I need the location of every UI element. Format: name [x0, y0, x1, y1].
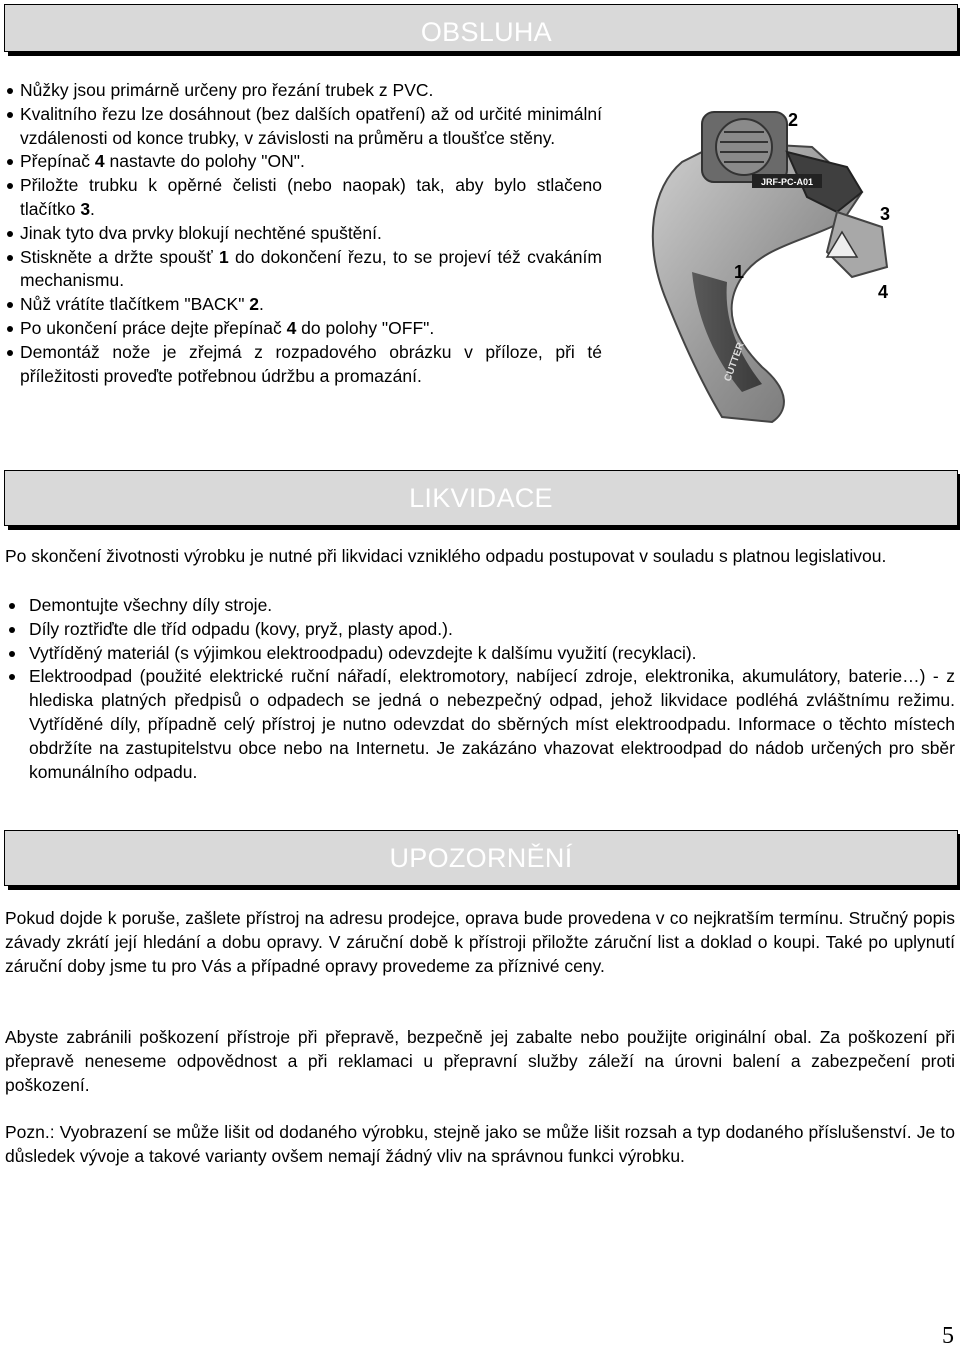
- list-item: Demontáž nože je zřejmá z rozpadového obrázku v příloze, při té příležitosti proveďte potřebnou údržbu a promazání.: [4, 341, 602, 389]
- list-item: Díly roztřiďte dle tříd odpadu (kovy, pryž, plasty apod.).: [5, 618, 955, 642]
- callout-1: 1: [734, 262, 745, 282]
- page-number: 5: [942, 1323, 954, 1349]
- list-item: Po ukončení práce dejte přepínač 4 do polohy "OFF".: [4, 317, 602, 341]
- section-title-likvidace: LIKVIDACE: [409, 483, 553, 513]
- brand-text: CUTTER: [722, 341, 747, 384]
- section-banner-likvidace: [4, 470, 958, 526]
- section-title-obsluha: OBSLUHA: [420, 17, 552, 47]
- list-item: Stiskněte a držte spoušť 1 do dokončení řezu, to se projeví též cvakáním mechanismu.: [4, 246, 602, 294]
- list-item: Demontujte všechny díly stroje.: [5, 594, 955, 618]
- section-title-upozorneni: UPOZORNĚNÍ: [389, 843, 573, 873]
- list-item: Jinak tyto dva prvky blokují nechtěné spuštění.: [4, 222, 602, 246]
- callout-2: 2: [788, 110, 799, 130]
- section-banner-obsluha: [4, 4, 958, 52]
- warning-paragraph-2: Abyste zabránili poškození přístroje při přepravě, bezpečně jej zabalte nebo použijte originální obal. Za poškození při přepravě neneseme odpovědnost a při reklamaci u přepravní služby záleží na úrovni balení a zabezpečení proti poškození.: [5, 1027, 955, 1095]
- list-item: Nůž vrátíte tlačítkem "BACK" 2.: [4, 293, 602, 317]
- warning-paragraph-3: Pozn.: Vyobrazení se může lišit od dodaného výrobku, stejně jako se může lišit rozsah a typ dodaného příslušenství. Je to důsledek vývoje a takové varianty ovšem nemají žádný vliv na správnou funkci výrobku.: [5, 1122, 955, 1166]
- disposal-list: [5, 594, 955, 784]
- disposal-intro: Po skončení životnosti výrobku je nutné při likvidaci vzniklého odpadu postupovat v souladu s platnou legislativou.: [5, 546, 887, 566]
- model-label: JRF-PC-A01: [760, 177, 814, 187]
- callout-3: 3: [880, 204, 891, 224]
- warning-paragraph-1: Pokud dojde k poruše, zašlete přístroj na adresu prodejce, oprava bude provedena v co nejkratším termínu. Stručný popis závady zkrátí její hledání a dobu opravy. V záruční době k přístroji přiložte záruční list a doklad o koupi. Také po uplynutí záruční doby jsme tu pro Vás a případné opravy provedeme za příznivé ceny.: [5, 908, 955, 976]
- section-banner-upozorneni: [4, 830, 958, 886]
- list-item: Nůžky jsou primárně určeny pro řezání trubek z PVC.: [4, 79, 602, 103]
- list-item: Kvalitního řezu lze dosáhnout (bez dalších opatření) až od určité minimální vzdálenosti od konce trubky, v závislosti na průměru a tloušťce stěny.: [4, 103, 602, 151]
- operation-list: [4, 79, 602, 388]
- callout-4: 4: [878, 282, 889, 302]
- list-item: Přepínač 4 nastavte do polohy "ON".: [4, 150, 602, 174]
- list-item: Elektroodpad (použité elektrické ruční nářadí, elektromotory, nabíjecí zdroje, elektronika, akumulátory, baterie…) - z hlediska platných předpisů o odpadech se jedná o nebezpečný odpad, jehož likvidace podléhá zvláštnímu režimu. Vytříděné díly, případně celý přístroj je nutno odevzdat do sběrných míst elektroodpadu. Informace o těchto místech obdržíte na zastupitelstvu obce nebo na Internetu. Je zakázáno vhazovat elektroodpad do nádob určených pro sběr komunálního odpadu.: [5, 665, 955, 784]
- pipe-cutter-illustration: [612, 92, 942, 432]
- list-item: Přiložte trubku k opěrné čelisti (nebo naopak) tak, aby bylo stlačeno tlačítko 3.: [4, 174, 602, 222]
- list-item: Vytříděný materiál (s výjimkou elektroodpadu) odevzdejte k dalšímu využití (recyklaci).: [5, 642, 955, 666]
